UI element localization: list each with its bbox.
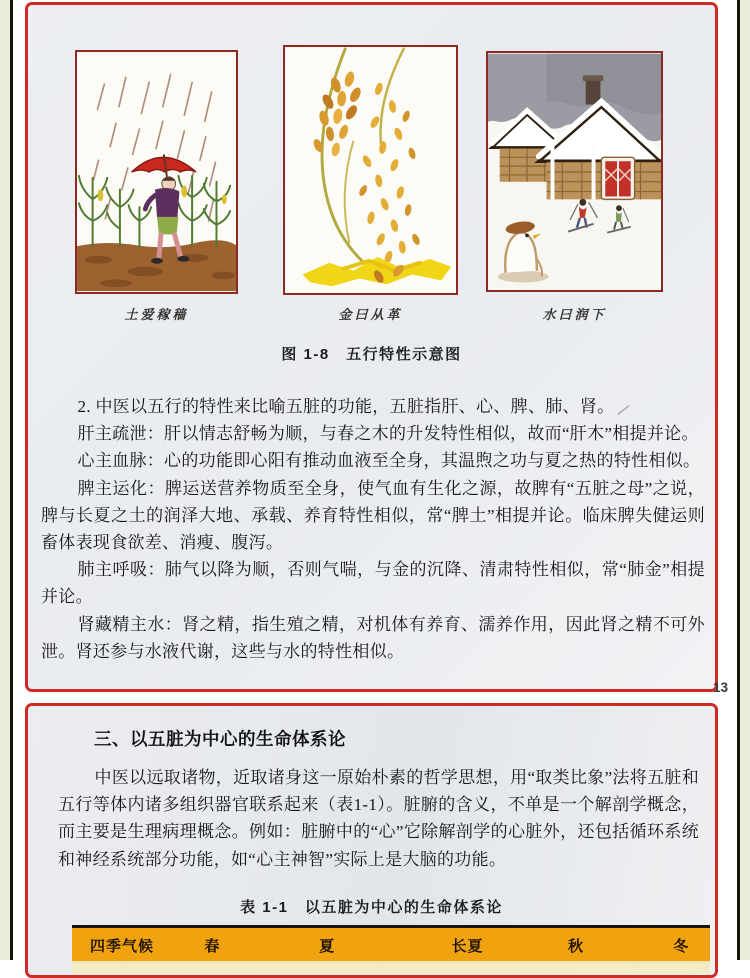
illustration-caption-water: 水曰润下 xyxy=(542,307,607,322)
table-header-row xyxy=(72,925,710,974)
table-header-late-summer: 长夏 xyxy=(451,938,484,955)
five-elements-text-block xyxy=(41,393,705,665)
page-number: 13 xyxy=(712,680,728,695)
page-edge-band-left xyxy=(0,0,10,960)
lower-content-box xyxy=(25,703,718,978)
table-header-winter: 冬 xyxy=(673,938,690,955)
paragraph-five-organs: 2. 中医以五行的特性来比喻五脏的功能，五脏指肝、心、脾、肺、肾。 xyxy=(77,397,615,416)
table-caption: 表 1-1 以五脏为中心的生命体系论 xyxy=(240,899,503,916)
table-header-autumn: 秋 xyxy=(568,938,585,955)
section-heading: 三、以五脏为中心的生命体系论 xyxy=(94,729,346,749)
illustration-earth-farming xyxy=(75,50,238,294)
figure-caption: 图 1-8 五行特性示意图 xyxy=(281,346,462,363)
table-header-spring: 春 xyxy=(204,938,221,955)
illustration-water-snow xyxy=(486,51,663,292)
upper-content-box xyxy=(25,2,718,692)
table-header-summer: 夏 xyxy=(319,938,336,955)
paragraph-kidney: 肾藏精主水：肾之精，指生殖之精，对机体有养育、濡养作用，因此肾之精不可外泄。肾还参与水液代谢，这些与水的特性相似。 xyxy=(41,614,705,661)
snow-village-icon xyxy=(488,53,661,290)
illustration-caption-earth: 土爱稼穑 xyxy=(124,307,189,322)
paragraph-liver: 肝主疏泄：肝以情志舒畅为顺，与春之木的升发特性相似，故而“肝木”相提并论。 xyxy=(77,424,699,444)
illustration-metal-grain xyxy=(283,45,458,295)
paragraph-spleen: 脾主运化：脾运送营养物质至全身，使气血有生化之源，故脾有“五脏之母”之说，脾与长夏之土的润泽大地、承载、养育特性相似，常“脾土”相提并论。临床脾失健运则畜体表现食欲差、消瘦、腹泻。 xyxy=(41,478,705,553)
life-system-paragraph: 中医以远取诸物，近取诸身这一原始朴素的哲学思想，用“取类比象”法将五脏和五行等体内诸多组织器官联系起来（表1-1）。脏腑的含义，不单是一个解剖学概念，而主要是生理病理概念。例如：脏腑中的“心”它除解剖学的心脏外，还包括循环系统和神经系统部分功能，如“心主神智”实际上是大脑的功能。 xyxy=(58,768,699,869)
page-edge-line-left xyxy=(10,0,13,960)
table-header-label: 四季气候 xyxy=(90,938,155,955)
page-edge-band-right xyxy=(740,0,750,960)
paragraph-lung: 肺主呼吸：肺气以降为顺，否则气喘，与金的沉降、清肃特性相似，常“肺金”相提并论。 xyxy=(41,560,705,607)
paragraph-heart: 心主血脉：心的功能即心阳有推动血液至全身，其温煦之功与夏之热的特性相似。 xyxy=(77,451,701,471)
illustration-caption-metal: 金曰从革 xyxy=(338,307,403,322)
falling-grain-icon xyxy=(285,47,456,293)
rain-field-farmer-icon xyxy=(77,52,236,292)
